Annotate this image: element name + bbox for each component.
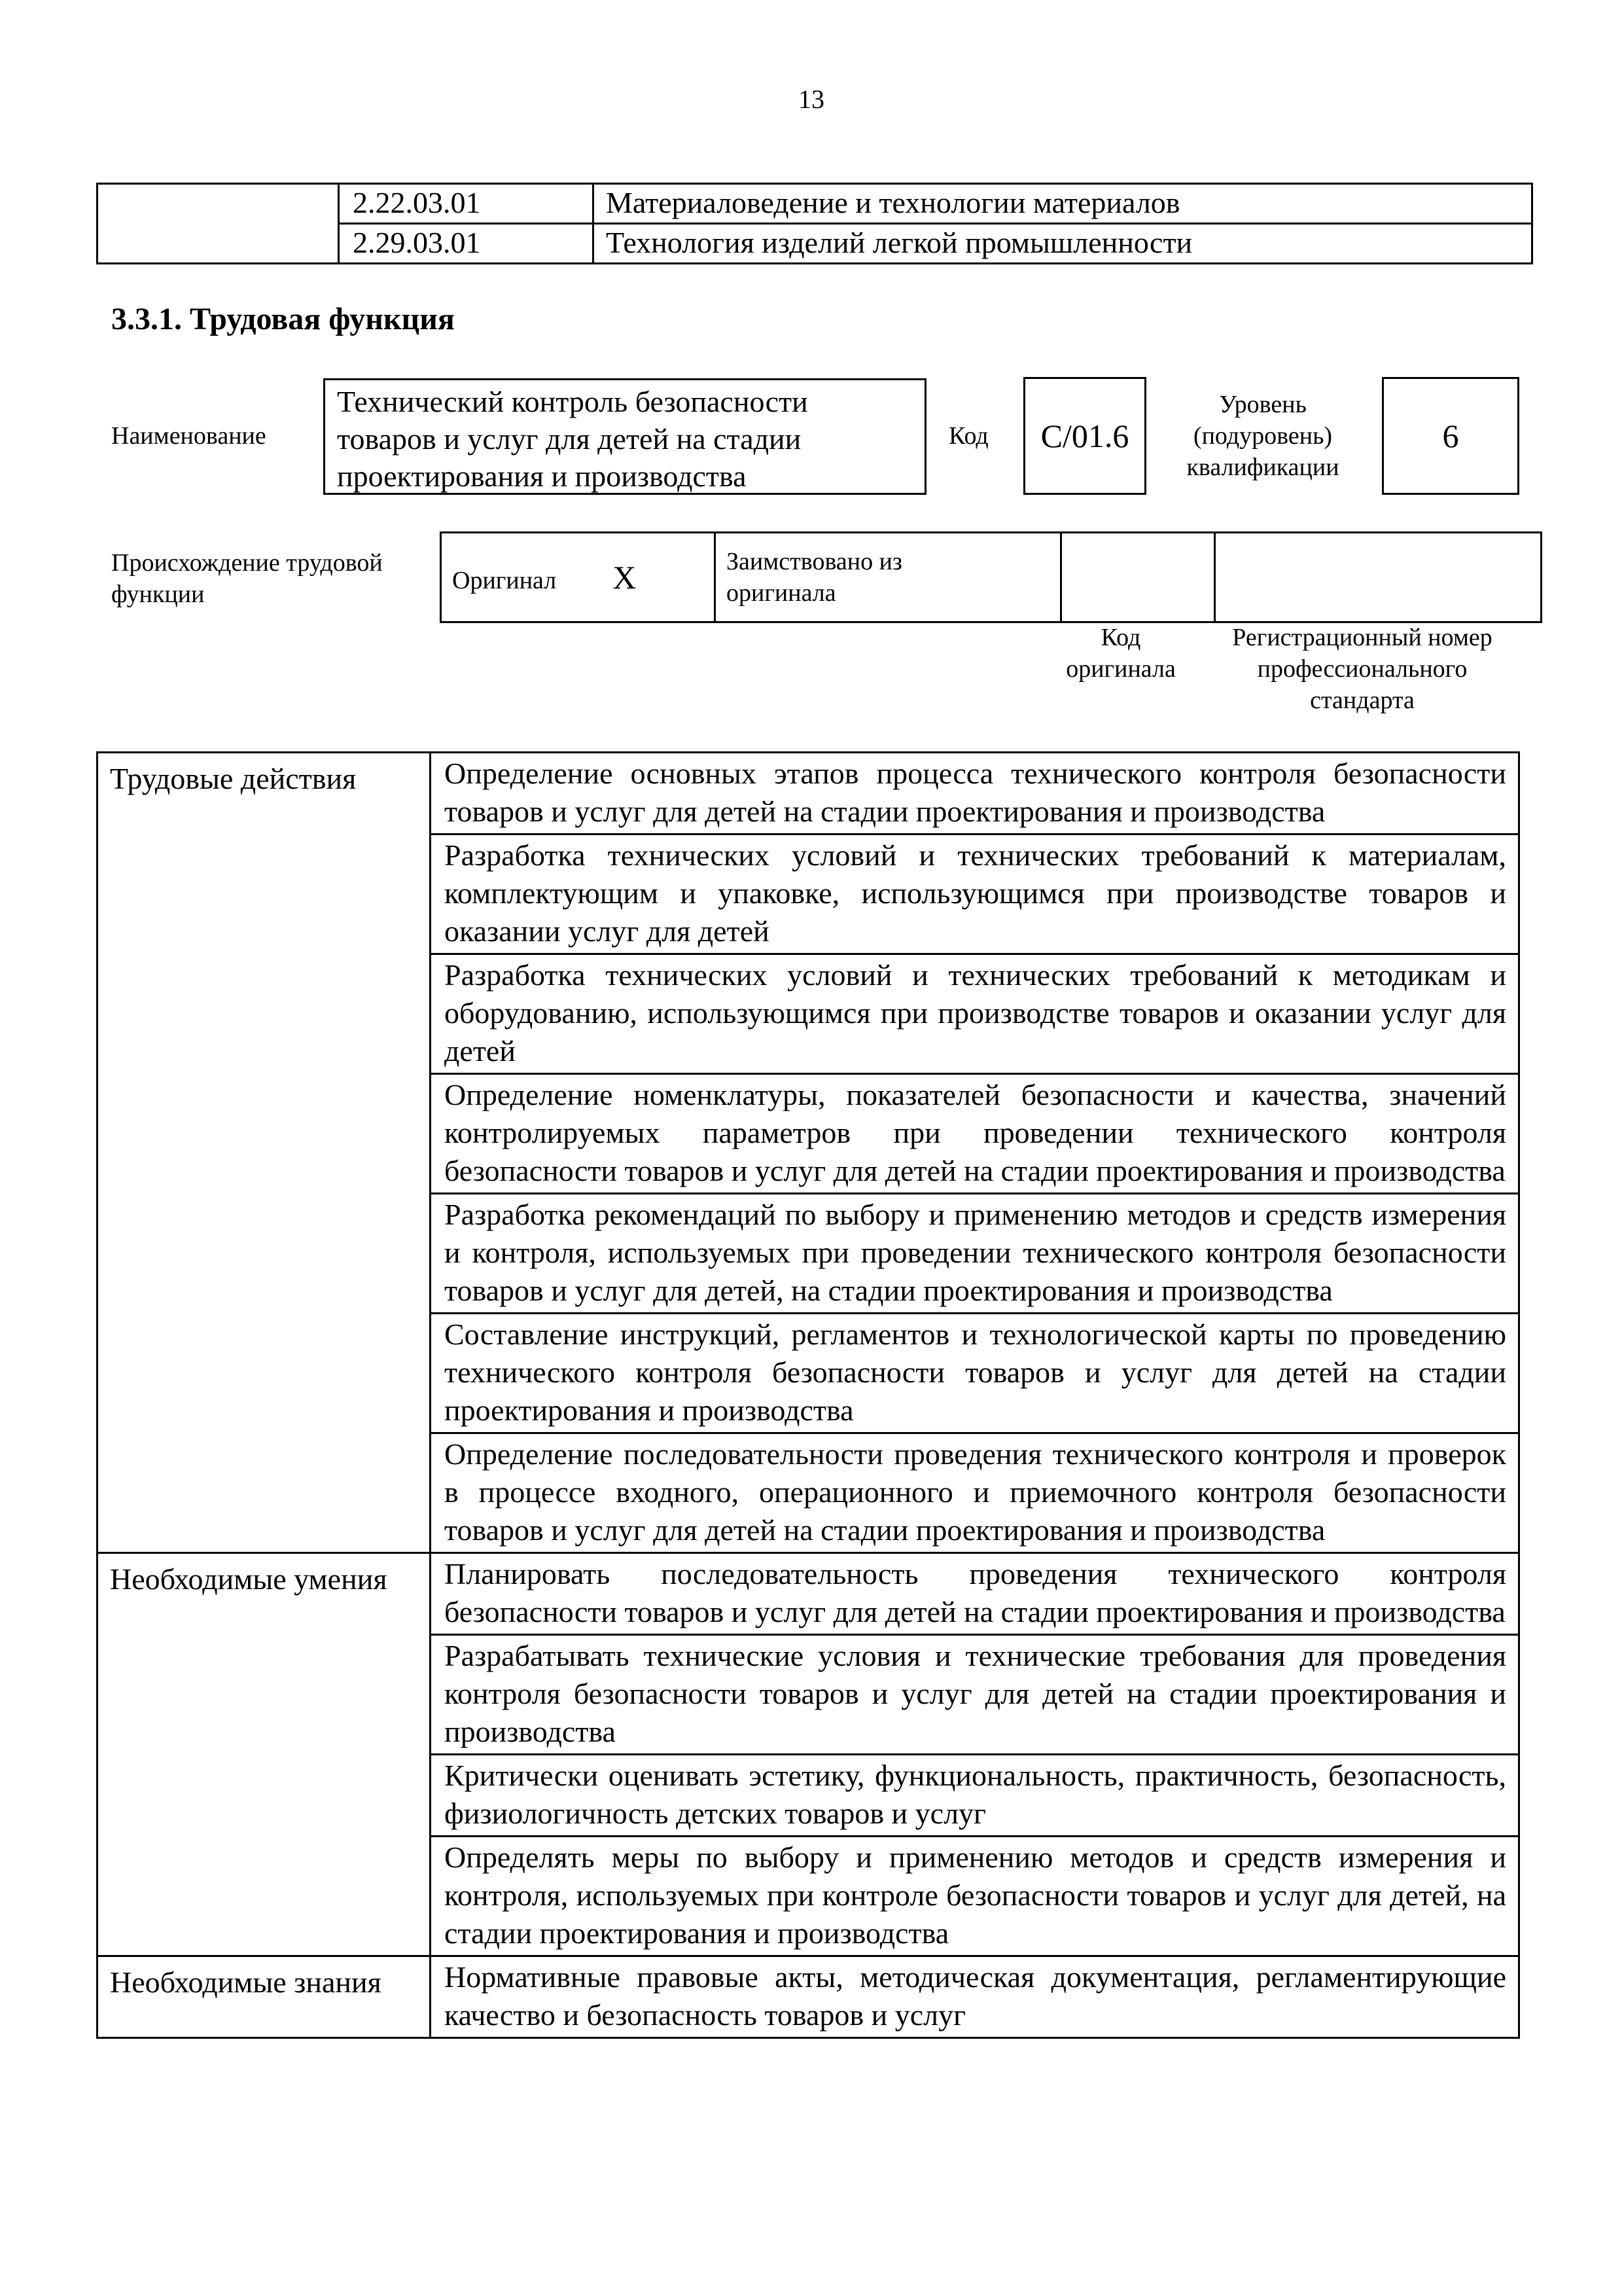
origin-label (111, 547, 383, 610)
section-title: Трудовые действия (97, 753, 431, 1553)
specialty-code: 2.29.03.01 (339, 224, 593, 264)
list-item: Определение последовательности проведения технического контроля и проверок в процессе входного, операционного и приемочного контроля безопасности товаров и услуг для детей на стадии проектирования и производства (431, 1433, 1519, 1553)
page-number: 13 (798, 84, 824, 114)
level-label-line: Уровень (1219, 391, 1307, 418)
list-item: Планировать последовательность проведения технического контроля безопасности товаров и услуг для детей на стадии проектирования и производства (431, 1553, 1519, 1635)
list-item: Разработка технических условий и технических требований к материалам, комплектующим и упаковке, использующимся при производстве товаров и оказании услуг для детей (431, 834, 1519, 954)
specialty-table (96, 183, 1533, 264)
original-cell (441, 533, 715, 622)
section-title: Необходимые знания (97, 1956, 431, 2038)
origin-label-line: функции (111, 581, 205, 608)
list-item: Разрабатывать технические условия и технические требования для проведения контроля безопасности товаров и услуг для детей на стадии проектирования и производства (431, 1635, 1519, 1755)
table-row (97, 184, 1532, 224)
borrowed-line: Заимствовано из (726, 548, 902, 575)
function-name-line: товаров и услуг для детей на стадии (337, 422, 802, 456)
list-item: Разработка рекомендаций по выбору и применению методов и средств измерения и контроля, используемых при проведении технического контроля безопасности товаров и услуг для детей, на стадии проектирования и производства (431, 1194, 1519, 1314)
section-title: Необходимые умения (97, 1553, 431, 1956)
table-row (97, 1553, 1519, 1635)
level-label-line: (подуровень) (1193, 422, 1333, 450)
table-row (97, 1956, 1519, 2038)
specialty-code: 2.22.03.01 (339, 184, 593, 224)
labor-function-table (96, 751, 1520, 2039)
origin-table (440, 531, 1542, 623)
code-label: Код (949, 422, 989, 450)
section-heading: 3.3.1. Трудовая функция (111, 302, 455, 336)
list-item: Определять меры по выбору и применению методов и средств измерения и контроля, используемых при контроле безопасности товаров и услуг для детей, на стадии проектирования и производства (431, 1837, 1519, 1956)
level-label (1165, 389, 1361, 483)
table-row (97, 753, 1519, 834)
list-item: Определение основных этапов процесса технического контроля безопасности товаров и услуг для детей на стадии проектирования и производства (431, 753, 1519, 834)
list-item: Определение номенклатуры, показателей безопасности и качества, значений контролируемых параметров при проведении технического контроля безопасности товаров и услуг для детей на стадии проектирования и производства (431, 1074, 1519, 1194)
list-item: Разработка технических условий и технических требований к методикам и оборудованию, использующимся при производстве товаров и оказании услуг для детей (431, 954, 1519, 1074)
original-code-cell (1061, 533, 1215, 622)
reg-number-cell (1215, 533, 1542, 622)
caption-line: Код (1101, 624, 1141, 651)
empty-cell (97, 184, 339, 264)
caption-line: оригинала (1066, 655, 1176, 683)
list-item: Нормативные правовые акты, методическая документация, регламентирующие качество и безопасность товаров и услуг (431, 1956, 1519, 2038)
original-label: Оригинал (452, 567, 557, 594)
caption-line: профессионального (1257, 655, 1468, 683)
borrowed-line: оригинала (726, 579, 836, 607)
specialty-name: Технология изделий легкой промышленности (593, 224, 1532, 264)
code-value: С/01.6 (1023, 377, 1146, 495)
table-row (441, 533, 1542, 622)
caption-line: стандарта (1310, 687, 1415, 714)
list-item: Составление инструкций, регламентов и технологической карты по проведению технического контроля безопасности товаров и услуг для детей на стадии проектирования и производства (431, 1314, 1519, 1433)
list-item: Критически оценивать эстетику, функциональность, практичность, безопасность, физиологичность детских товаров и услуг (431, 1755, 1519, 1837)
level-label-line: квалификации (1186, 454, 1339, 481)
function-name-line: проектирования и производства (337, 459, 747, 493)
specialty-name: Материаловедение и технологии материалов (593, 184, 1532, 224)
origin-code-caption (1046, 622, 1196, 685)
borrowed-cell (715, 533, 1061, 622)
original-mark: X (612, 559, 637, 596)
name-label: Наименование (111, 422, 266, 450)
origin-reg-caption (1205, 622, 1519, 716)
origin-label-line: Происхождение трудовой (111, 549, 383, 577)
function-name-box (323, 378, 927, 495)
function-name-line: Технический контроль безопасности (337, 385, 808, 418)
caption-line: Регистрационный номер (1232, 624, 1492, 651)
level-value: 6 (1382, 377, 1519, 495)
